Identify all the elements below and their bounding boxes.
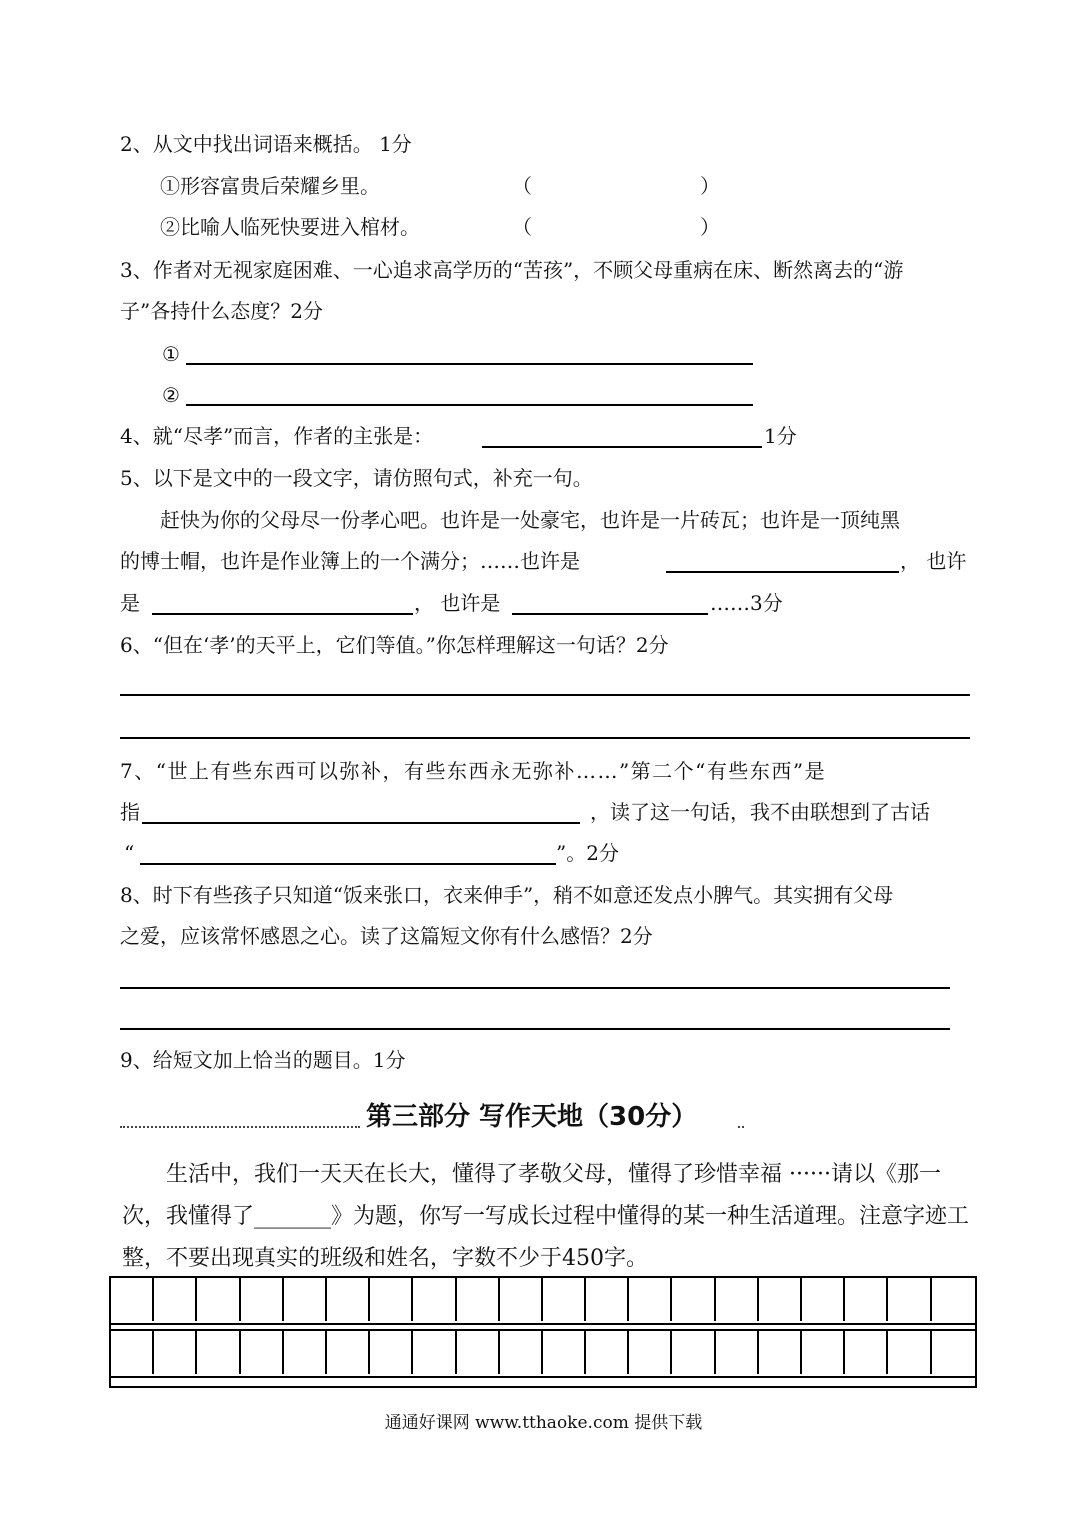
q5-blank-2[interactable] bbox=[152, 613, 413, 615]
q5-para-3-c: ……3分 bbox=[710, 591, 783, 615]
grid-cell[interactable] bbox=[543, 1278, 586, 1321]
grid-cell[interactable] bbox=[802, 1331, 845, 1374]
grid-row-separator bbox=[111, 1323, 975, 1325]
grid-cell[interactable] bbox=[111, 1278, 154, 1321]
q5-para-1: 赶快为你的父母尽一份孝心吧。也许是一处豪宅，也许是一片砖瓦；也许是一顶纯黑 bbox=[160, 508, 900, 532]
q2-item-1: ①形容富贵后荣耀乡里。 bbox=[160, 174, 380, 198]
section-dots-right bbox=[738, 1126, 744, 1132]
grid-cell[interactable] bbox=[629, 1331, 672, 1374]
grid-cell[interactable] bbox=[370, 1278, 413, 1321]
grid-cell[interactable] bbox=[888, 1278, 931, 1321]
q2-stem: 2、从文中找出词语来概括。 1分 bbox=[120, 132, 412, 156]
grid-cell[interactable] bbox=[457, 1278, 500, 1321]
q5-para-3-b: ， 也许是 bbox=[414, 591, 501, 615]
q2-item-2: ②比喻人临死快要进入棺材。 bbox=[160, 215, 420, 239]
grid-cell[interactable] bbox=[888, 1331, 931, 1374]
q7-line-3-a: “ bbox=[124, 841, 135, 865]
q7-line-2-b: ，读了这一句话，我不由联想到了古话 bbox=[590, 800, 930, 824]
q8-line-1: 8、时下有些孩子只知道“饭来张口，衣来伸手”，稍不如意还发点小脾气。其实拥有父母 bbox=[120, 883, 894, 907]
q3-answer-line-2[interactable] bbox=[186, 404, 753, 406]
grid-cell[interactable] bbox=[327, 1331, 370, 1374]
q6-answer-line-1[interactable] bbox=[120, 694, 970, 696]
grid-row-separator bbox=[111, 1376, 975, 1378]
page-footer: 通通好课网 www.tthaoke.com 提供下载 bbox=[384, 1413, 703, 1433]
q7-line-2-a: 指 bbox=[120, 800, 140, 824]
q2-item-1-paren-close: ） bbox=[700, 174, 720, 198]
q4-suffix: 1分 bbox=[764, 424, 797, 448]
section-3-title: 第三部分 写作天地（30分） bbox=[366, 1102, 698, 1132]
grid-cell[interactable] bbox=[759, 1278, 802, 1321]
q5-blank-1[interactable] bbox=[666, 571, 899, 573]
q3-answer-line-1[interactable] bbox=[186, 363, 753, 365]
grid-cell[interactable] bbox=[327, 1278, 370, 1321]
q5-para-2-b: ， 也许 bbox=[900, 549, 967, 573]
q3-line-1: 3、作者对无视家庭困难、一心追求高学历的“苦孩”，不顾父母重病在床、断然离去的“游 bbox=[120, 258, 904, 282]
grid-cell[interactable] bbox=[111, 1331, 154, 1374]
q3-line-2: 子”各持什么态度？2分 bbox=[120, 299, 323, 323]
q3-mark-1: ① bbox=[162, 342, 180, 366]
grid-row-2[interactable] bbox=[111, 1331, 975, 1374]
grid-cell[interactable] bbox=[241, 1278, 284, 1321]
q4-answer-line[interactable] bbox=[482, 446, 762, 448]
grid-cell[interactable] bbox=[500, 1331, 543, 1374]
q7-blank-2[interactable] bbox=[140, 863, 556, 865]
grid-cell[interactable] bbox=[845, 1331, 888, 1374]
grid-cell[interactable] bbox=[932, 1278, 975, 1321]
grid-cell[interactable] bbox=[241, 1331, 284, 1374]
grid-cell[interactable] bbox=[586, 1278, 629, 1321]
grid-cell[interactable] bbox=[457, 1331, 500, 1374]
q5-para-2-a: 的博士帽，也许是作业簿上的一个满分；……也许是 bbox=[120, 549, 580, 573]
q2-item-2-paren-open: （ bbox=[512, 215, 532, 239]
grid-cell[interactable] bbox=[932, 1331, 975, 1374]
q8-line-2: 之爱，应该常怀感恩之心。读了这篇短文你有什么感悟？2分 bbox=[120, 924, 653, 948]
q5-blank-3[interactable] bbox=[512, 613, 708, 615]
grid-cell[interactable] bbox=[845, 1278, 888, 1321]
q3-mark-2: ② bbox=[162, 383, 180, 407]
q5-stem: 5、以下是文中的一段文字，请仿照句式，补充一句。 bbox=[120, 466, 593, 490]
grid-cell[interactable] bbox=[716, 1278, 759, 1321]
grid-cell[interactable] bbox=[672, 1278, 715, 1321]
grid-cell[interactable] bbox=[284, 1331, 327, 1374]
q7-blank-1[interactable] bbox=[142, 822, 580, 824]
grid-cell[interactable] bbox=[586, 1331, 629, 1374]
grid-cell[interactable] bbox=[197, 1278, 240, 1321]
grid-cell[interactable] bbox=[759, 1331, 802, 1374]
grid-cell[interactable] bbox=[154, 1331, 197, 1374]
grid-cell[interactable] bbox=[543, 1331, 586, 1374]
q8-answer-line-2[interactable] bbox=[120, 1028, 950, 1030]
grid-cell[interactable] bbox=[629, 1278, 672, 1321]
writing-grid[interactable] bbox=[109, 1276, 977, 1388]
grid-cell[interactable] bbox=[154, 1278, 197, 1321]
essay-prompt: 生活中，我们一天天在长大，懂得了孝敬父母，懂得了珍惜幸福 ······请以《那一次，我懂得了_______》为题，你写一写成长过程中懂得的某一种生活道理。注意字迹工整，不要出现真实的班级和姓名，字数不少于450字。 bbox=[122, 1162, 970, 1271]
q8-answer-line-1[interactable] bbox=[120, 987, 950, 989]
q2-item-2-paren-close: ） bbox=[700, 215, 720, 239]
grid-cell[interactable] bbox=[413, 1278, 456, 1321]
grid-cell[interactable] bbox=[802, 1278, 845, 1321]
grid-cell[interactable] bbox=[284, 1278, 327, 1321]
q5-para-3-a: 是 bbox=[120, 591, 140, 615]
q7-line-3-b: ”。2分 bbox=[556, 841, 619, 865]
section-dots-left bbox=[120, 1126, 360, 1132]
grid-cell[interactable] bbox=[672, 1331, 715, 1374]
grid-cell[interactable] bbox=[370, 1331, 413, 1374]
q6-answer-line-2[interactable] bbox=[120, 737, 970, 739]
grid-cell[interactable] bbox=[500, 1278, 543, 1321]
q4-prefix: 4、就“尽孝”而言，作者的主张是： bbox=[120, 424, 434, 448]
grid-cell[interactable] bbox=[413, 1331, 456, 1374]
q9-stem: 9、给短文加上恰当的题目。1分 bbox=[120, 1048, 406, 1072]
q7-line-1: 7、“世上有些东西可以弥补，有些东西永无弥补……”第二个“有些东西”是 bbox=[120, 759, 827, 783]
grid-row-1[interactable] bbox=[111, 1278, 975, 1321]
grid-cell[interactable] bbox=[197, 1331, 240, 1374]
q6-stem: 6、“但在‘孝’的天平上，它们等值。”你怎样理解这一句话？2分 bbox=[120, 633, 669, 657]
grid-cell[interactable] bbox=[716, 1331, 759, 1374]
q2-item-1-paren-open: （ bbox=[512, 174, 532, 198]
